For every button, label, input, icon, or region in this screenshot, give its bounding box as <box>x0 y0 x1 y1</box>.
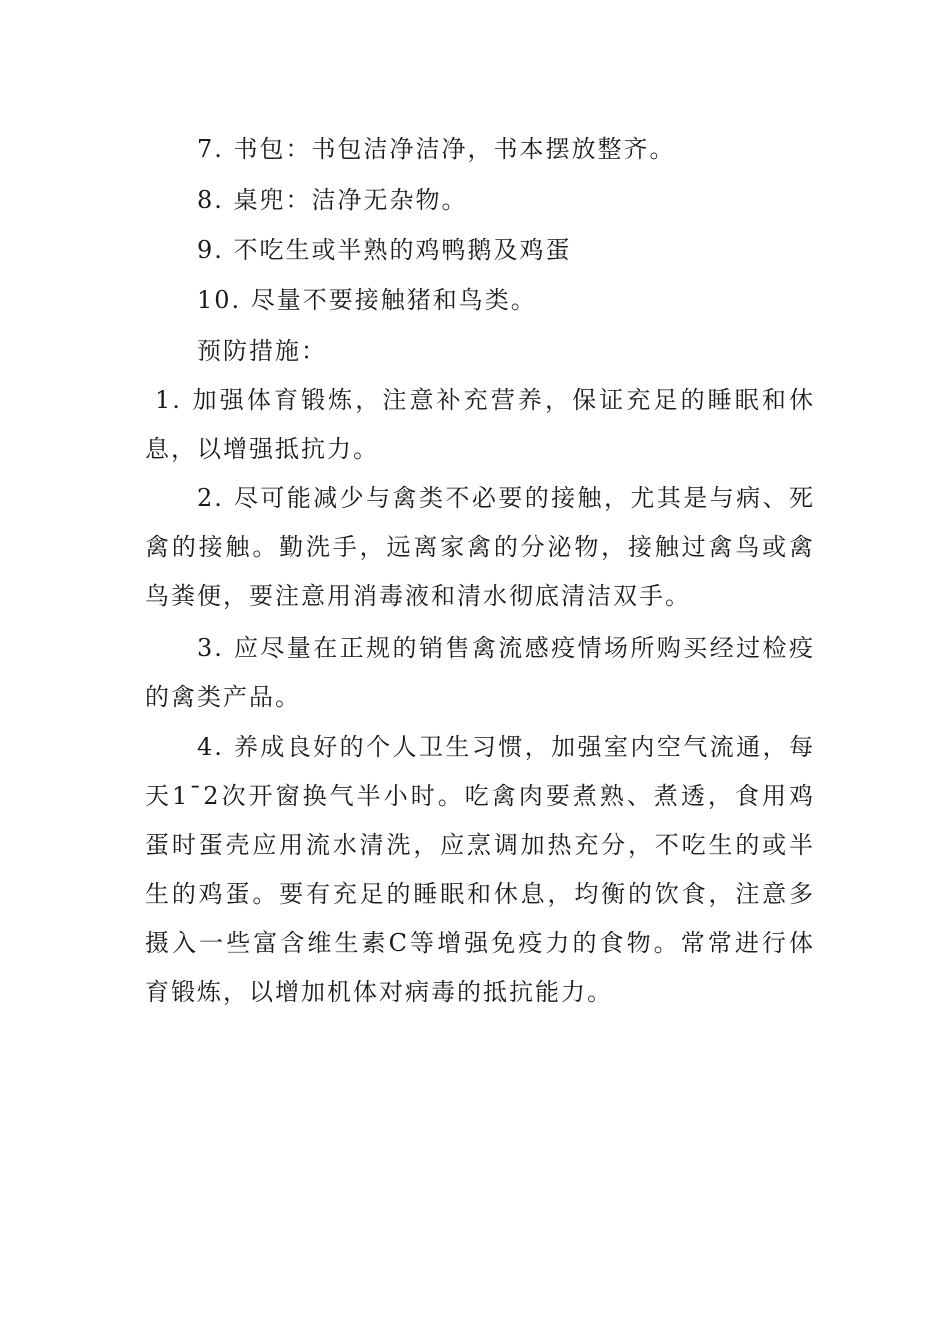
measure-4: 4. 养成良好的个人卫生习惯，加强室内空气流通，每天1¯2次开窗换气半小时。吃禽肉要煮熟、煮透，食用鸡蛋时蛋壳应用流水清洗，应烹调加热充分，不吃生的或半生的鸡蛋。要有充足的睡眠和休息，均衡的饮食，注意多摄入一些富含维生素C等增强免疫力的食物。常常进行体育锻炼，以增加机体对病毒的抵抗能力。 <box>145 733 815 1006</box>
list-item-8: 8. 桌兜：洁净无杂物。 <box>197 186 468 214</box>
measure-1: 1. 加强体育锻炼，注意补充营养，保证充足的睡眠和休息，以增强抵抗力。 <box>145 386 815 463</box>
list-item-10: 10. 尽量不要接触猪和鸟类。 <box>197 286 537 314</box>
measure-2: 2. 尽可能减少与禽类不必要的接触，尤其是与病、死禽的接触。勤洗手，远离家禽的分泌物，接触过禽鸟或禽鸟粪便，要注意用消毒液和清水彻底清洁双手。 <box>145 484 815 610</box>
list-item-9: 9. 不吃生或半熟的鸡鸭鹅及鸡蛋 <box>197 236 572 264</box>
measure-3: 3. 应尽量在正规的销售禽流感疫情场所购买经过检疫的禽类产品。 <box>145 634 815 711</box>
list-item-7: 7. 书包：书包洁净洁净，书本摆放整齐。 <box>197 135 676 163</box>
section-heading: 预防措施： <box>197 337 327 365</box>
